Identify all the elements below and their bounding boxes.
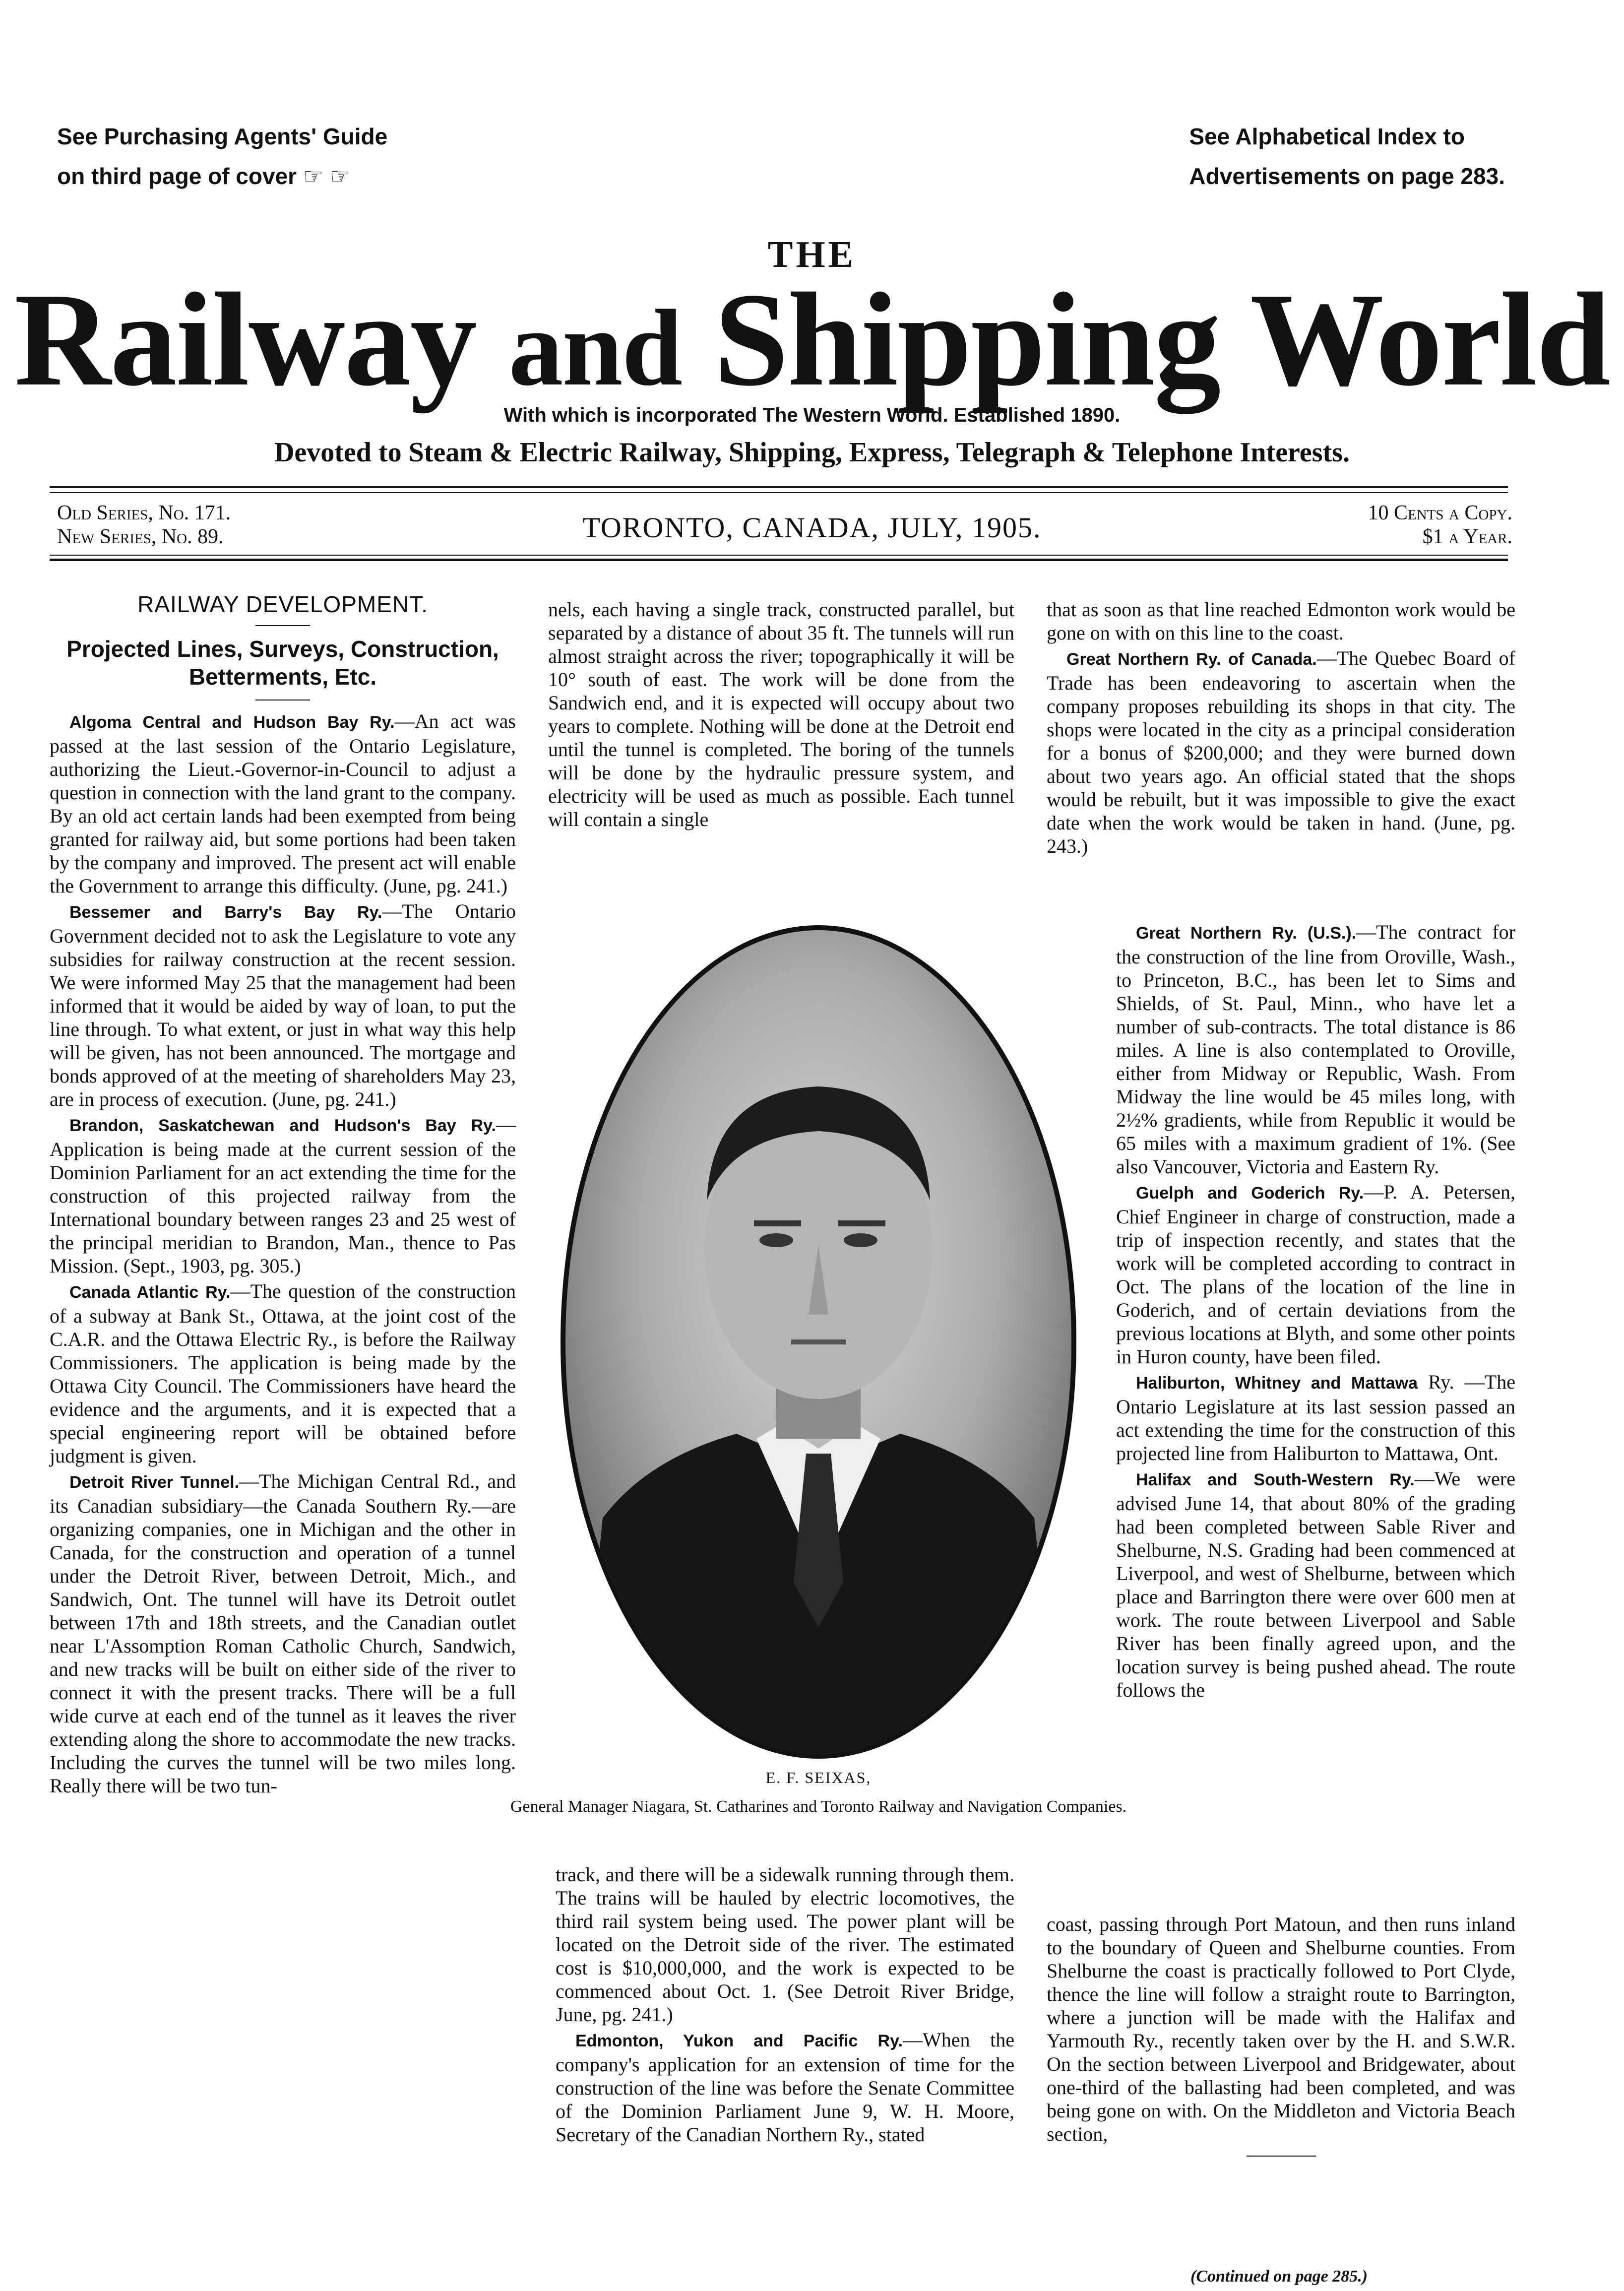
article-great-northern-us bbox=[1116, 920, 1515, 1178]
masthead-title bbox=[0, 265, 1624, 422]
masthead-word-railway: Railway bbox=[14, 265, 476, 414]
price-per-copy: 10 Cents a Copy. bbox=[1368, 502, 1512, 524]
header-rule-bottom-thick bbox=[50, 559, 1508, 561]
article-body: —The question of the construction of a subway at Bank St., Ottawa, at the joint cost of the C.A.R. and the Ottawa Electric Ry., is before the Railway Commissioners. The application is being made by the Ottawa City Council. The Commissioners have heard the evidence and the arguments, and it is expected that a special engineering report will be obtained before judgment is given. bbox=[50, 1280, 516, 1467]
article-edmonton-continued bbox=[1047, 598, 1515, 644]
article-body: —The Ontario Government decided not to ask the Legislature to vote any subsidies for railway construction at the recent session. We were informed May 25 that the management had been informed that it would be aided by way of loan, to put the line through. To what extent, or just in what way this help will be given, has not been announced. The mortgage and bonds approved of at the meeting of shareholders May 23, are in process of execution. (June, pg. 241.) bbox=[50, 900, 516, 1110]
article-detroit-continued: nels, each having a single track, constructed parallel, but separated by a distance of about 35 ft. The tunnels will run almost straight across the river; topographically it will be 10° south of east. The work will be done from the Sandwich end, and it is expected will occupy about two years to complete. Nothing will be done at the Detroit end until the tunnel is completed. The boring of the tunnels will be done by the hydraulic pressure system, and electricity will be used as much as possible. Each tunnel will contain a single bbox=[548, 598, 1014, 830]
masthead-word-and: and bbox=[508, 287, 682, 408]
article-heading: Detroit River Tunnel. bbox=[69, 1473, 240, 1492]
article-halifax bbox=[1116, 1467, 1515, 1702]
price bbox=[1368, 501, 1512, 549]
article-halifax-continued: coast, passing through Port Matoun, and then runs inland to the boundary of Queen and Shelburne counties. From Shelburne the coast is practically followed to Port Clyde, thence the line will follow a straight route to Barrington, where a junction will be made with the Halifax and Yarmouth Ry., recently taken over by the H. and S.W.R. On the section between Liverpool and Bridgewater, about one-third of the ballasting had been completed, and was being gone on with. On the Middleton and Victoria Beach section, bbox=[1047, 1913, 1515, 2145]
masthead-devoted: Devoted to Steam & Electric Railway, Shipping, Express, Telegraph & Telephone Interests. bbox=[274, 437, 1350, 468]
pointing-hand-icon: ☞ ☞ bbox=[303, 163, 351, 189]
column-3-middle bbox=[1116, 920, 1515, 1702]
ad-index-line1: See Alphabetical Index to bbox=[1189, 124, 1465, 149]
article-heading: Haliburton, Whitney and Mattawa bbox=[1136, 1374, 1418, 1393]
ad-index-line2: Advertisements on page 283. bbox=[1189, 163, 1505, 189]
article-canada-atlantic bbox=[50, 1279, 516, 1467]
article-heading: Great Northern Ry. (U.S.). bbox=[1136, 924, 1357, 943]
price-per-year: $1 a Year. bbox=[1422, 525, 1512, 548]
column-2-top bbox=[548, 598, 1014, 831]
masthead-word-world: World bbox=[1250, 265, 1610, 414]
section-subtitle-line2: Betterments, Etc. bbox=[188, 664, 377, 690]
article-heading: Canada Atlantic Ry. bbox=[69, 1283, 231, 1302]
article-detroit-tunnel bbox=[50, 1469, 516, 1797]
masthead-word-shipping: Shipping bbox=[714, 265, 1220, 414]
article-heading: Halifax and South-Western Ry. bbox=[1136, 1470, 1415, 1489]
portrait-name: E. F. SEIXAS, bbox=[765, 1769, 872, 1786]
purchasing-guide-line1: See Purchasing Agents' Guide bbox=[57, 124, 388, 149]
section-title: RAILWAY DEVELOPMENT. bbox=[137, 591, 428, 617]
article-body: track, and there will be a sidewalk running through them. The trains will be hauled by electric locomotives, the third rail system being used. The power plant will be located on the Detroit side of the river. The estimated cost is $10,000,000, and the work is expected to be commenced about Oct. 1. (See Detroit River Bridge, June, pg. 241.) bbox=[556, 1863, 1014, 2026]
masthead-the: THE bbox=[767, 234, 857, 275]
portrait-caption: General Manager Niagara, St. Catharines and Toronto Railway and Navigation Companies. bbox=[510, 1797, 1127, 1816]
column-1 bbox=[50, 593, 516, 1797]
header-rule-top-thin bbox=[50, 492, 1508, 493]
article-body: —The Quebec Board of Trade has been endeavoring to ascertain when the company proposes rebuilding its shops in that city. The shops were located in the city as a principal consideration for a bonus of $200,000; and they were burned down about two years ago. An official stated that the shops would be rebuilt, but it was impossible to give the exact date when the work would be taken in hand. (June, pg. 243.) bbox=[1047, 647, 1515, 857]
article-haliburton bbox=[1116, 1370, 1515, 1465]
section-subtitle-line1: Projected Lines, Surveys, Construction, bbox=[66, 636, 499, 662]
column-3-bottom bbox=[1047, 1912, 1515, 2157]
article-edmonton bbox=[556, 2028, 1014, 2146]
article-heading: Bessemer and Barry's Bay Ry. bbox=[69, 903, 382, 922]
article-heading: Great Northern Ry. of Canada. bbox=[1066, 650, 1317, 669]
article-body: Ry. —The Ontario Legislature at its last session passed an act extending the time for the construction of this projected line from Haliburton to Mattawa, Ont. bbox=[1116, 1371, 1515, 1464]
article-detroit-end bbox=[556, 1863, 1014, 2026]
new-series: New Series, No. 89. bbox=[57, 525, 224, 548]
portrait-svg bbox=[558, 923, 1079, 1761]
article-body: —An act was passed at the last session of the Ontario Legislature, authorizing the Lieut.-Governor-in-Council to adjust a question in connection with the land grant to the company. By an old act certain lands had been exempted from being granted for railway aid, but some portions had been taken by the company and improved. The present act will enable the Government to arrange this difficulty. (June, pg. 241.) bbox=[50, 710, 516, 897]
header-rule-top bbox=[50, 486, 1508, 488]
dateline: TORONTO, CANADA, JULY, 1905. bbox=[582, 511, 1042, 544]
article-great-northern-canada bbox=[1047, 646, 1515, 858]
article-heading: Brandon, Saskatchewan and Hudson's Bay Ry. bbox=[69, 1116, 496, 1135]
article-brandon bbox=[50, 1113, 516, 1277]
article-body: —When the company's application for an extension of time for the construction of the line was before the Senate Committee of the Dominion Parliament June 9, W. H. Moore, Secretary of the Canadian Northern Ry., stated bbox=[556, 2029, 1015, 2146]
column-3-top bbox=[1047, 598, 1515, 858]
article-guelph-goderich bbox=[1116, 1180, 1515, 1368]
article-body: —Application is being made at the current session of the Dominion Parliament for an act extending the time for the construction of this projected railway from the International boundary between ranges 23 and 25 west of the principal meridian to Brandon, Man., thence to Pas Mission. (Sept., 1903, pg. 305.) bbox=[50, 1113, 516, 1277]
article-bessemer bbox=[50, 899, 516, 1111]
article-heading: Guelph and Goderich Ry. bbox=[1136, 1184, 1364, 1203]
header-rule-bottom bbox=[50, 555, 1508, 556]
column-2-bottom bbox=[556, 1863, 1014, 2146]
article-body: —The contract for the construction of the line from Oroville, Wash., to Princeton, B.C., has been let to Sims and Shields, of St. Paul, Minn., who have let a number of sub-contracts. The total distance is 86 miles. A line is also contemplated to Oroville, either from Midway or Republic, Wash. From Midway the line would be 45 miles long, with 2½% gradients, while from Republic it would be 65 miles with a maximum gradient of 1%. (See also Vancouver, Victoria and Eastern Ry. bbox=[1116, 921, 1515, 1178]
article-heading: Algoma Central and Hudson Bay Ry. bbox=[69, 713, 395, 732]
article-body: that as soon as that line reached Edmonton work would be gone on with on this line to the coast. bbox=[1047, 598, 1515, 644]
advertisement-index-note bbox=[1189, 117, 1505, 196]
purchasing-guide-note bbox=[57, 117, 387, 196]
purchasing-guide-line2: on third page of cover ☞ ☞ bbox=[57, 163, 351, 189]
masthead-subtitle: With which is incorporated The Western World. Established 1890. bbox=[503, 404, 1121, 426]
article-body: —We were advised June 14, that about 80% of the grading had been completed between Sable River and Shelburne, N.S. Grading had been commenced at Liverpool, and west of Shelburne, between which place and Barrington there were over 600 men at work. The route between Liverpool and Sable River has been finally agreed upon, and the location survey is being pushed ahead. The route follows the bbox=[1116, 1467, 1515, 1701]
continued-note: (Continued on page 285.) bbox=[1190, 2267, 1368, 2286]
article-algoma bbox=[50, 709, 516, 897]
article-body: —P. A. Petersen, Chief Engineer in charge of construction, made a trip of inspection recently, and states that the work will be completed according to contract in Oct. The plans of the location of the line in Goderich, and of certain deviations from the previous locations at Blyth, and some other points in Huron county, have been filed. bbox=[1116, 1181, 1516, 1368]
article-body: —The Michigan Central Rd., and its Canadian subsidiary—the Canada Southern Ry.—are organizing companies, one in Michigan and the other in Canada, for the construction and operation of a tunnel under the Detroit River, between Detroit, Mich., and Sandwich, Ont. The tunnel will have its Detroit outlet between 17th and 18th streets, and the Canadian outlet near L'Assomption Roman Catholic Church, Sandwich, and new tracks will be built on either side of the river to connect it with the present tracks. There will be a full wide curve at each end of the tunnel as it leaves the river extending along the shore to accommodate the new tracks. Including the curves the tunnel will be two miles long. Really there will be two tun- bbox=[50, 1470, 516, 1797]
article-heading: Edmonton, Yukon and Pacific Ry. bbox=[575, 2032, 903, 2050]
section-title-rule bbox=[255, 625, 310, 626]
column-end-rule bbox=[1247, 2156, 1316, 2157]
old-series: Old Series, No. 171. bbox=[57, 502, 231, 524]
portrait-photo bbox=[558, 923, 1079, 1761]
